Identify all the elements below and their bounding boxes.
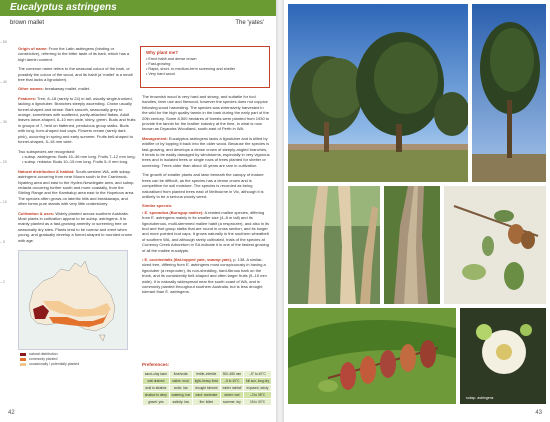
distribution-map bbox=[18, 250, 128, 350]
right-page bbox=[284, 0, 550, 422]
table-cell: winter: wet bbox=[220, 392, 243, 399]
table-cell: full sun, long dry bbox=[244, 378, 272, 385]
why-plant-title: Why plant me? bbox=[146, 50, 179, 55]
distribution-label: Natural distribution & habitat: bbox=[18, 168, 75, 174]
legend-swatch bbox=[20, 358, 26, 361]
why-plant-box bbox=[140, 46, 270, 88]
page-number-right: 43 bbox=[535, 410, 542, 416]
book-gutter bbox=[276, 0, 284, 422]
preferences-label: Preferences: bbox=[142, 362, 170, 367]
growth-paragraph: The growth of smaller plants and lawn beneath the canopy of mature trees can be difficult, as the species has a dense crown and is competitive for soil moisture. The species is recorded as being naturalised from planted trees east of Melbourne in Vic, although it is unlikely to be a serious woody weed. bbox=[142, 172, 264, 199]
legend-item bbox=[20, 357, 130, 361]
ruler-tick: – 5 bbox=[0, 240, 5, 244]
why-plant-item: • Erect habit and dense crown bbox=[146, 57, 197, 61]
similar-species-1 bbox=[142, 210, 270, 253]
ruler-tick: – 20 bbox=[0, 160, 7, 164]
cultivation-paragraph bbox=[18, 211, 136, 243]
distribution-text: South-western WA, with subsp. astringens occurring from near Moora south to the Cranbrook-Nyabing area and east to the Hyden-Newdegate area, and subsp. redacta occurring further south and more coastally, from the Stirling Range and the Kambalup area east to the Hopetoun area. The species often grows on lateritic hills and breakaways, and often forms pure stands with very little understorey. bbox=[18, 168, 135, 207]
single-tree-image bbox=[472, 4, 546, 182]
features-text: Tree, 8–18 (rarely to 24) m tall, usually single-trunked, lacking a lignotuber. Branches steeply ascending. Crown usually funnel-shaped and dense. Bark smooth, seasonally grey to orange, sometimes with scattered, partly-attached flakes. Adult leaves lance-shaped, 8–10 mm wide, shiny, green. Buds and fruits in groups of 7, held on flattened, pendulous group stalks. Buds with long, horn-shaped bud caps. Flowers cream (rarely dark pink), occurring in spring and early summer. Fruits bell-shaped to funnel-shaped, 5–18 mm wide. bbox=[18, 95, 136, 145]
legend-label: natural distribution bbox=[29, 352, 58, 356]
flower-closeup-image bbox=[460, 308, 546, 404]
table-cell: fertile–infertile bbox=[192, 371, 220, 378]
table-cell: drought tolerant bbox=[192, 385, 220, 392]
photo-flowers-leaves bbox=[288, 308, 456, 404]
photo-tree-trunks bbox=[288, 186, 380, 304]
bark-image bbox=[384, 186, 440, 304]
buds-image bbox=[444, 186, 546, 304]
other-names-paragraph bbox=[18, 86, 136, 91]
management-paragraph bbox=[142, 136, 270, 168]
similar-species-2-label: • E. occidentalis (flat-topped yate, swamp yate), bbox=[142, 256, 233, 262]
table-row bbox=[143, 378, 272, 385]
origin-paragraph bbox=[18, 46, 136, 62]
tree-landscape-image bbox=[288, 4, 468, 182]
species-header-bar bbox=[0, 0, 276, 16]
table-cell: acid to alkaline bbox=[143, 385, 170, 392]
preferences-table bbox=[142, 370, 272, 406]
table-cell: saline: mod. bbox=[169, 378, 192, 385]
subspecies-intro: Two subspecies are recognised: bbox=[18, 148, 76, 154]
other-names-text: breakaway mallet, mallet. bbox=[43, 86, 91, 92]
table-cell: wind: moderate bbox=[192, 392, 220, 399]
ruler-tick: – 10 bbox=[0, 200, 7, 204]
australia-map-icon bbox=[19, 251, 129, 351]
features-label: Features: bbox=[18, 95, 37, 101]
size-ruler bbox=[0, 40, 8, 370]
similar-species-1-label: • E. sporadica (Burngup mallee): bbox=[142, 209, 204, 215]
origin-text: From the Latin astringens (binding or constrictive), referring to the bitter taste of its bark, which has a high tannin content. bbox=[18, 46, 130, 62]
table-cell: waterlog: low bbox=[169, 392, 192, 399]
table-cell: 300–650 mm bbox=[220, 371, 243, 378]
cultivation-text: Widely planted across southern Australia. Most plants in cultivation appear to be subsp. astringens. It is mainly planted as a fast-growing amenity or screening tree on seasonally dry sites. Plants tend to be narrow and erect when young, and gradually develop a funnel-shaped to rounded crown with age. bbox=[18, 210, 133, 243]
text-column-right bbox=[142, 94, 270, 299]
why-plant-item: • Rapid, short- to medium-term screening and shelter bbox=[146, 67, 236, 71]
management-label: Management: bbox=[142, 135, 168, 141]
why-plant-item: • Very hard wood bbox=[146, 72, 175, 76]
text-column-left bbox=[18, 46, 136, 247]
table-cell: well drained bbox=[143, 378, 170, 385]
other-names-label: Other names: bbox=[18, 86, 44, 92]
flowers-leaves-image bbox=[288, 308, 456, 404]
photo-bark bbox=[384, 186, 440, 304]
ruler-tick: – 2 bbox=[0, 280, 5, 284]
legend-label: occasionally / potentially planted bbox=[29, 362, 80, 366]
table-cell: fire: killed bbox=[192, 399, 220, 406]
table-cell: gravel: yes bbox=[143, 399, 170, 406]
table-cell: lime/sodic bbox=[169, 371, 192, 378]
table-cell: sodic: low bbox=[169, 385, 192, 392]
wood-paragraph: The brownish wood is very hard and strong, and suitable for tool handles, farm use and firewood, however the species does not coppice following wood harvesting. The species was extensively harvested in the wild for the high quality tannin in the bark during the early part of the 20th century. Some 8,500 hectares of forests were planted from 1930 to provide the tannin for the leather industry at the time, in what is now known as Dryandra Woodland, south-east of Perth in WA. bbox=[142, 94, 270, 132]
species-title: Eucalyptus astringens bbox=[10, 2, 117, 13]
table-row bbox=[143, 385, 272, 392]
ruler-tick: – 50 bbox=[0, 40, 7, 44]
table-cell: light–heavy frost bbox=[192, 378, 220, 385]
table-row bbox=[143, 371, 272, 378]
photo-buds bbox=[444, 186, 546, 304]
table-cell: winter rainfall bbox=[220, 385, 243, 392]
features-paragraph bbox=[18, 96, 136, 145]
similar-species-2 bbox=[142, 257, 270, 295]
table-cell: –5° to 40°C bbox=[244, 371, 272, 378]
photo-caption: subsp. astringens bbox=[466, 396, 494, 400]
table-cell: summer: dry bbox=[220, 399, 243, 406]
table-row bbox=[143, 399, 272, 406]
table-cell: –5 to 40°C bbox=[220, 378, 243, 385]
table-cell: salinity: low bbox=[169, 399, 192, 406]
map-legend bbox=[20, 352, 130, 367]
subspecies-item: • subsp. redacta: Buds 10–15 mm long. Fruits 5–9 mm long. bbox=[22, 159, 129, 165]
legend-swatch bbox=[20, 363, 26, 366]
table-cell: –3 to 38°C bbox=[244, 392, 272, 399]
page-number-left: 42 bbox=[8, 410, 15, 416]
legend-item bbox=[20, 352, 130, 356]
table-cell: exposed, windy bbox=[244, 385, 272, 392]
group-tag: The 'yates' bbox=[235, 20, 264, 26]
similar-species-2-text: p. 138. A similar-sized tree, differing from E. astringens most conspicuously in having a lignotuber (a resprouter), its non-shedding, hard-fibrous bark on the trunk, and its consistently bell-shaped and often larger fruits (9–15 mm wide). It is naturally widespread near the south coast of WA, and is commonly planted throughout southern Australia, but is less drought tolerant than E. astringens. bbox=[142, 256, 267, 295]
origin-label: Origin of name: bbox=[18, 46, 48, 51]
legend-item bbox=[20, 362, 130, 366]
photo-single-tree bbox=[472, 4, 546, 182]
similar-species-heading: Similar species: bbox=[142, 203, 173, 209]
table-cell: sand–clay loam bbox=[143, 371, 170, 378]
similar-species-1-text: A related mallee species, differing from E. astringens mainly in its smaller size (4–8 m tall) and its lignotuberous, multi-stemmed mallee habit (a resprouter), and also in its bud and fruit group stalks that are round in cross section, and its longer and more pointed bud caps. It grows naturally in the southern wheatbelt of southern WA, and although rarely cultivated, trials of the species at Currency Creek Arboretum in SA indicate it is one of the fastest growing of all the mallee eucalypts. bbox=[142, 209, 270, 253]
ruler-tick: – 30 bbox=[0, 120, 7, 124]
photo-tree-landscape bbox=[288, 4, 468, 182]
subspecies-item: • subsp. astringens: Buds 15–36 mm long. Fruits 7–12 mm long. bbox=[22, 153, 136, 159]
table-row bbox=[143, 392, 272, 399]
common-name: brown mallet bbox=[10, 20, 45, 26]
management-text: Eucalyptus astringens lacks a lignotuber and is killed by wildfire or by lopping it back into the older wood. Because the species is fast-growing, and develops a dense crown of steeply-angled branches, it tends to be easily damaged by windstorms, especially in very vigorous trees and in isolated trees or single rows of trees planted for shelter or screening. Trees older than about 40 years are rare in cultivation. bbox=[142, 135, 270, 168]
legend-swatch bbox=[20, 353, 26, 356]
cultivation-label: Cultivation & uses: bbox=[18, 210, 55, 216]
table-cell: 18 to 30°C bbox=[244, 399, 272, 406]
why-plant-item: • Fast-growing bbox=[146, 62, 171, 66]
table-cell: shallow to deep bbox=[143, 392, 170, 399]
common-name-paragraph: The common name refers to the seasonal colour of the bark, or possibly the colour of the wood, and its habit (a 'mallet' is a small tree that lacks a lignotuber). bbox=[18, 66, 133, 83]
legend-label: commonly planted bbox=[29, 357, 58, 361]
tree-trunks-image bbox=[288, 186, 380, 304]
distribution-paragraph bbox=[18, 169, 136, 207]
photo-flower-closeup bbox=[460, 308, 546, 404]
ruler-tick: – 40 bbox=[0, 80, 7, 84]
